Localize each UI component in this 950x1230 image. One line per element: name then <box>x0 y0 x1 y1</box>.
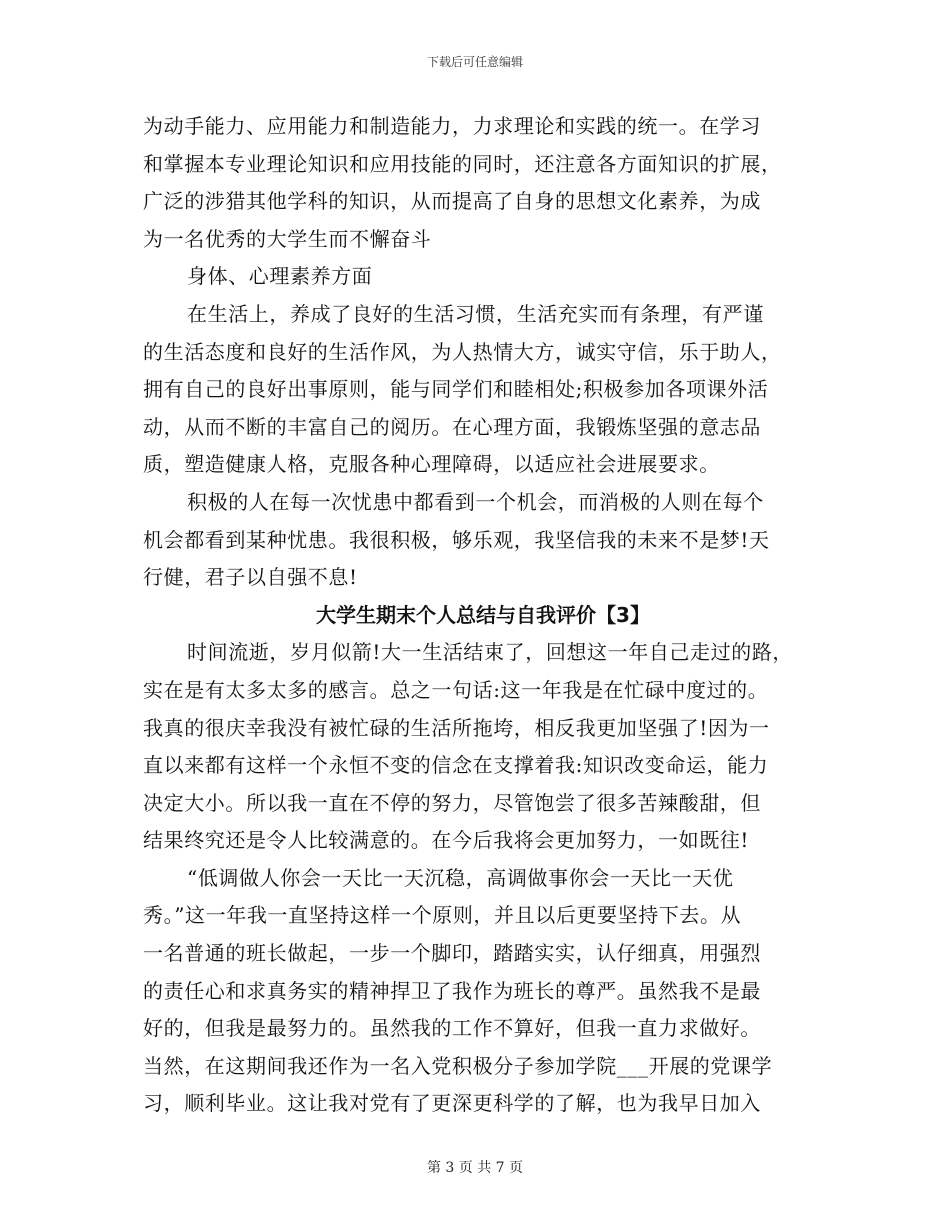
body-line: 广泛的涉猎其他学科的知识，从而提高了自身的思想文化素养，为成 <box>143 189 761 214</box>
body-line: 质，塑造健康人格，克服各种心理障碍，以适应社会进展要求。 <box>143 452 720 477</box>
body-line: 秀。”这一年我一直坚持这样一个原则，并且以后更要坚持下去。从 <box>143 903 742 928</box>
body-line: 为一名优秀的大学生而不懈奋斗 <box>143 226 432 251</box>
body-line: 的责任心和求真务实的精神捍卫了我作为班长的尊严。虽然我不是最 <box>143 978 761 1003</box>
body-line: 一名普通的班长做起，一步一个脚印，踏踏实实，认仔细真，用强烈 <box>143 941 761 966</box>
body-line: 在生活上，养成了良好的生活习惯，生活充实而有条理，有严谨 <box>187 301 764 326</box>
body-line: 时间流逝，岁月似箭!大一生活结束了，回想这一年自己走过的路， <box>187 640 794 665</box>
body-line: 和掌握本专业理论知识和应用技能的同时，还注意各方面知识的扩展， <box>143 151 782 176</box>
body-line: “低调做人你会一天比一天沉稳，高调做事你会一天比一天优 <box>187 865 734 890</box>
body-line: 结果终究还是令人比较满意的。在今后我将会更加努力，一如既往! <box>143 828 750 853</box>
body-line: 机会都看到某种忧患。我很积极，够乐观，我坚信我的未来不是梦!天 <box>143 527 770 552</box>
body-line: 为动手能力、应用能力和制造能力，力求理论和实践的统一。在学习 <box>143 114 761 138</box>
body-line: 拥有自己的良好出事原则，能与同学们和睦相处;积极参加各项课外活 <box>143 377 769 402</box>
body-line: 直以来都有这样一个永恒不变的信念在支撑着我:知识改变命运，能力 <box>143 753 769 778</box>
body-line: 的生活态度和良好的生活作风，为人热情大方，诚实守信，乐于助人， <box>143 339 782 364</box>
body-line: 积极的人在每一次忧患中都看到一个机会，而消极的人则在每个 <box>187 489 764 514</box>
document-body <box>143 108 823 1123</box>
section-title: 大学生期末个人总结与自我评价【3】 <box>316 602 650 627</box>
section-heading: 身体、心理素养方面 <box>187 264 373 289</box>
body-line: 动，从而不断的丰富自己的阅历。在心理方面，我锻炼坚强的意志品 <box>143 414 761 439</box>
body-line: 好的，但我是最努力的。虽然我的工作不算好，但我一直力求做好。 <box>143 1016 761 1041</box>
body-line: 当然，在这期间我还作为一名入党积极分子参加学院___开展的党课学 <box>143 1053 773 1078</box>
body-line: 习，顺利毕业。这让我对党有了更深更科学的了解，也为我早日加入 <box>143 1091 761 1116</box>
body-line: 决定大小。所以我一直在不停的努力，尽管饱尝了很多苦辣酸甜，但 <box>143 790 761 815</box>
page-number: 第 3 页 共 7 页 <box>426 1160 524 1176</box>
body-line: 实在是有太多太多的感言。总之一句话:这一年我是在忙碌中度过的。 <box>143 677 769 702</box>
body-line: 我真的很庆幸我没有被忙碌的生活所拖垮，相反我更加坚强了!因为一 <box>143 715 770 740</box>
page-header: 下载后可任意编辑 <box>426 55 523 69</box>
body-line: 行健，君子以自强不息! <box>143 565 358 590</box>
